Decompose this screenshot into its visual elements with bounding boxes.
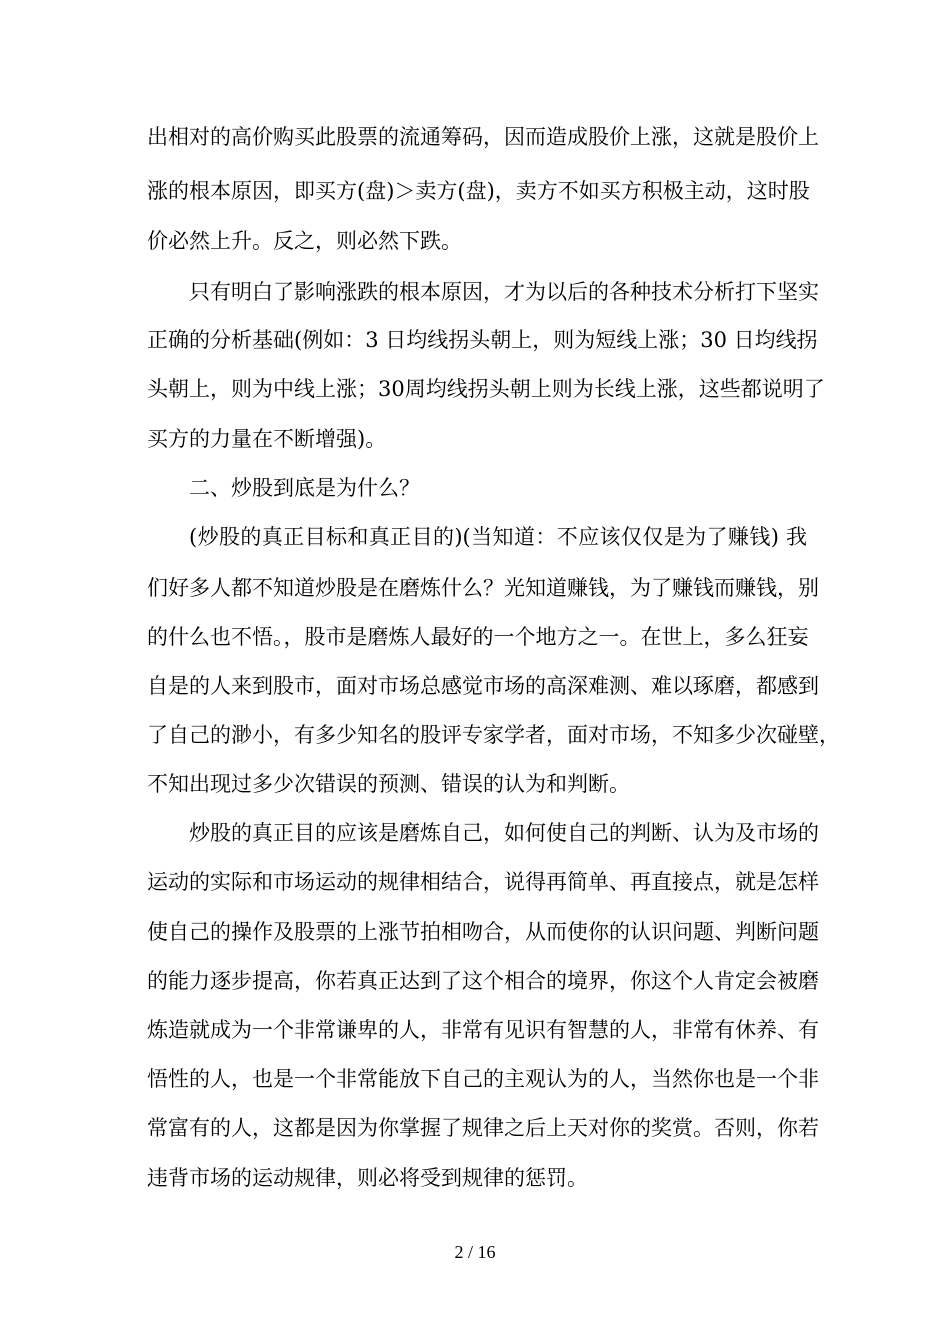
text-line: 涨的根本原因，即买方(盘)＞卖方(盘)，卖方不如买方积极主动，这时股 <box>147 179 810 203</box>
text-line: 使自己的操作及股票的上涨节拍相吻合，从而使你的认识问题、判断问题 <box>147 920 819 944</box>
text-line: (炒股的真正目标和真正目的)(当知道：不应该仅仅是为了赚钱) 我 <box>189 525 807 549</box>
text-line: 不知出现过多少次错误的预测、错误的认为和判断。 <box>147 772 630 796</box>
text-line: 的能力逐步提高，你若真正达到了这个相合的境界，你这个人肯定会被磨 <box>147 969 819 993</box>
text-line: 正确的分析基础(例如：3 日均线拐头朝上，则为短线上涨；30 日均线拐 <box>147 328 818 352</box>
text-line: 自是的人来到股市，面对市场总感觉市场的高深难测、难以琢磨，都感到 <box>147 674 819 698</box>
text-line: 们好多人都不知道炒股是在磨炼什么？光知道赚钱，为了赚钱而赚钱，别 <box>147 576 819 600</box>
text-line: 炼造就成为一个非常谦卑的人，非常有见识有智慧的人，非常有休养、有 <box>147 1018 819 1042</box>
text-line: 悟性的人，也是一个非常能放下自己的主观认为的人，当然你也是一个非 <box>147 1067 819 1091</box>
text-line: 买方的力量在不断增强)。 <box>147 427 387 451</box>
text-line: 出相对的高价购买此股票的流通筹码，因而造成股价上涨，这就是股价上 <box>147 125 819 149</box>
text-line: 只有明白了影响涨跌的根本原因，才为以后的各种技术分析打下坚实 <box>189 280 819 304</box>
text-line: 了自己的渺小，有多少知名的股评专家学者，面对市场，不知多少次碰壁， <box>147 723 840 747</box>
text-line: 运动的实际和市场运动的规律相结合，说得再简单、再直接点，就是怎样 <box>147 870 819 894</box>
text-line: 价必然上升。反之，则必然下跌。 <box>147 229 462 253</box>
text-line: 违背市场的运动规律，则必将受到规律的惩罚。 <box>147 1166 588 1190</box>
section-heading: 二、炒股到底是为什么？ <box>189 476 420 500</box>
text-line: 常富有的人，这都是因为你掌握了规律之后上天对你的奖赏。否则，你若 <box>147 1116 819 1140</box>
page-number: 2 / 16 <box>454 1242 496 1262</box>
text-line: 炒股的真正目的应该是磨炼自己，如何使自己的判断、认为及市场的 <box>189 821 819 845</box>
text-line: 头朝上，则为中线上涨；30周均线拐头朝上则为长线上涨，这些都说明了 <box>147 377 825 401</box>
text-line: 的什么也不悟。，股市是磨炼人最好的一个地方之一。在世上，多么狂妄 <box>147 625 809 649</box>
